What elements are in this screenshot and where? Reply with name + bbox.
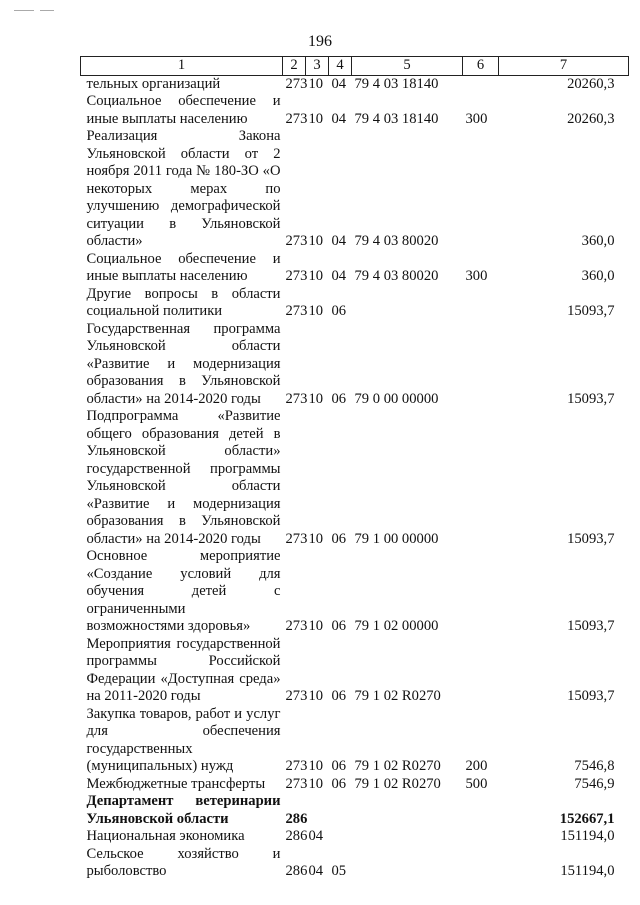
row-cell-c2: 273 [285, 233, 308, 249]
row-cell-c6: 200 [465, 758, 488, 774]
row-cell-c5 [352, 846, 463, 881]
row-description: Закупка товаров, работ и услуг для обеспечения государственных (муниципальных) нужд [86, 705, 281, 774]
row-cell-c3: 10 [308, 758, 324, 774]
row-cell-c2: 273 [285, 688, 308, 704]
table-row [81, 793, 629, 828]
row-cell-c6 [463, 321, 499, 409]
row-cell-c4: 06 [331, 775, 347, 792]
row-description: тельных организаций [86, 75, 221, 92]
row-cell-c2: 273 [285, 390, 308, 407]
row-cell-c3: 04 [308, 828, 324, 844]
header-cell: 5 [352, 57, 463, 76]
row-cell-c3: 10 [308, 268, 324, 284]
row-cell-c2: 286 [285, 810, 308, 827]
row-cell-c6 [463, 286, 499, 321]
row-cell-c6: 300 [465, 110, 488, 127]
row-cell-c7: 15093,7 [567, 618, 615, 634]
table-row [81, 286, 629, 321]
row-cell-c3 [306, 793, 329, 828]
row-cell-c4: 06 [331, 303, 347, 319]
row-cell-c3: 10 [308, 75, 324, 92]
header-cell: 2 [283, 57, 306, 76]
row-cell-c2: 286 [285, 828, 308, 844]
page-number: 196 [308, 33, 332, 50]
scan-artifact [14, 10, 34, 11]
header-cell: 7 [499, 57, 629, 76]
row-description: Национальная экономика [86, 828, 245, 844]
row-cell-c3: 10 [308, 530, 324, 547]
row-cell-c3: 10 [308, 390, 324, 407]
table-row [81, 776, 629, 794]
row-cell-c4: 04 [331, 233, 347, 249]
row-cell-c7: 20260,3 [567, 110, 615, 127]
row-cell-c7: 15093,7 [567, 688, 615, 704]
scan-artifact [40, 10, 54, 11]
row-cell-c5: 79 4 03 80020 [354, 268, 439, 284]
row-cell-c6: 300 [465, 268, 488, 284]
header-cell: 6 [463, 57, 499, 76]
row-cell-c2: 273 [285, 530, 308, 547]
row-cell-c3: 10 [308, 775, 324, 792]
row-cell-c5: 79 1 00 00000 [354, 530, 439, 547]
row-cell-c3: 10 [308, 233, 324, 249]
row-cell-c7: 20260,3 [567, 75, 615, 92]
row-cell-c4: 04 [331, 75, 347, 92]
header-cell: 4 [329, 57, 352, 76]
row-cell-c2: 273 [285, 618, 308, 634]
row-cell-c7: 7546,8 [574, 758, 615, 774]
table-row [81, 846, 629, 881]
row-cell-c4 [329, 793, 352, 828]
row-cell-c4: 05 [331, 863, 347, 879]
table-row [81, 408, 629, 548]
row-cell-c6 [463, 828, 499, 846]
row-cell-c7: 151194,0 [560, 863, 615, 879]
row-cell-c6 [463, 128, 499, 251]
row-cell-c7: 7546,9 [574, 775, 615, 792]
row-cell-c6 [463, 846, 499, 881]
row-cell-c4: 04 [331, 110, 347, 127]
row-cell-c3: 10 [308, 688, 324, 704]
row-cell-c5: 79 1 02 R0270 [354, 688, 441, 704]
row-cell-c6: 500 [465, 775, 488, 792]
row-cell-c5: 79 1 02 R0270 [354, 758, 441, 774]
table-row [81, 93, 629, 128]
row-cell-c2: 273 [285, 75, 308, 92]
row-cell-c2: 273 [285, 268, 308, 284]
row-description: Социальное обеспечение и иные выплаты населению [86, 93, 281, 127]
table-body [81, 75, 629, 881]
header-cell: 3 [306, 57, 329, 76]
row-cell-c3: 10 [308, 303, 324, 319]
table-row [81, 828, 629, 846]
row-description: Мероприятия государственной программы Российской Федерации «Доступная среда» на 2011-2020 годы [86, 635, 281, 704]
row-cell-c5: 79 4 03 18140 [354, 75, 439, 92]
row-description: Социальное обеспечение и иные выплаты населению [86, 250, 281, 284]
row-cell-c6 [463, 636, 499, 706]
row-description: Другие вопросы в области социальной политики [86, 285, 281, 319]
row-cell-c4: 06 [331, 390, 347, 407]
row-cell-c3: 10 [308, 110, 324, 127]
row-description: Департамент ветеринарии Ульяновской области [86, 793, 281, 827]
row-cell-c3: 10 [308, 618, 324, 634]
row-cell-c3: 04 [308, 863, 324, 879]
table-row [81, 321, 629, 409]
row-cell-c2: 273 [285, 110, 308, 127]
row-cell-c5: 79 4 03 80020 [354, 233, 439, 249]
row-cell-c4 [329, 828, 352, 846]
row-cell-c7: 15093,7 [567, 530, 615, 547]
row-cell-c2: 286 [285, 863, 308, 879]
row-cell-c7: 360,0 [581, 233, 615, 249]
row-cell-c5: 79 4 03 18140 [354, 110, 439, 127]
row-cell-c4: 06 [331, 618, 347, 634]
row-cell-c5: 79 1 02 00000 [354, 618, 439, 634]
table-row [81, 251, 629, 286]
row-description: Реализация Закона Ульяновской области от 2 ноября 2011 года № 180-ЗО «О некоторых мерах по улучшению демографической ситуации в Ульяновской области» [86, 128, 281, 249]
table-row [81, 75, 629, 93]
row-cell-c6 [463, 793, 499, 828]
row-cell-c2: 273 [285, 303, 308, 319]
row-cell-c4: 06 [331, 688, 347, 704]
row-cell-c7: 151194,0 [560, 828, 615, 844]
row-cell-c7: 15093,7 [567, 390, 615, 407]
row-cell-c6 [463, 75, 499, 93]
table-row [81, 128, 629, 251]
row-cell-c4: 04 [331, 268, 347, 284]
budget-table [80, 56, 629, 881]
table-row [81, 636, 629, 706]
row-cell-c5: 79 1 02 R0270 [354, 775, 441, 792]
row-cell-c6 [463, 408, 499, 548]
row-cell-c5 [352, 286, 463, 321]
row-cell-c5 [352, 793, 463, 828]
header-row [81, 57, 629, 76]
row-cell-c7: 360,0 [581, 268, 615, 284]
table-row [81, 548, 629, 636]
row-description: Государственная программа Ульяновской области «Развитие и модернизация образования в Ульяновской области» на 2014-2020 годы [86, 320, 281, 407]
row-cell-c7: 152667,1 [559, 810, 615, 827]
row-cell-c6 [463, 548, 499, 636]
row-cell-c7: 15093,7 [567, 303, 615, 319]
row-description: Основное мероприятие «Создание условий для обучения детей с ограниченными возможностями здоровья» [86, 548, 281, 634]
table-row [81, 706, 629, 776]
row-cell-c4: 06 [331, 758, 347, 774]
row-cell-c2: 273 [285, 758, 308, 774]
header-cell: 1 [81, 57, 283, 76]
row-cell-c4: 06 [331, 530, 347, 547]
row-description: Сельское хозяйство и рыболовство [86, 845, 281, 879]
row-description: Межбюджетные трансферты [86, 775, 266, 792]
row-cell-c5: 79 0 00 00000 [354, 390, 439, 407]
row-cell-c2: 273 [285, 775, 308, 792]
row-cell-c5 [352, 828, 463, 846]
row-description: Подпрограмма «Развитие общего образования детей в Ульяновской области» государственной программы Ульяновской области «Развитие и модернизация образования в Ульяновской области» на 2014-2020 годы [86, 408, 281, 547]
